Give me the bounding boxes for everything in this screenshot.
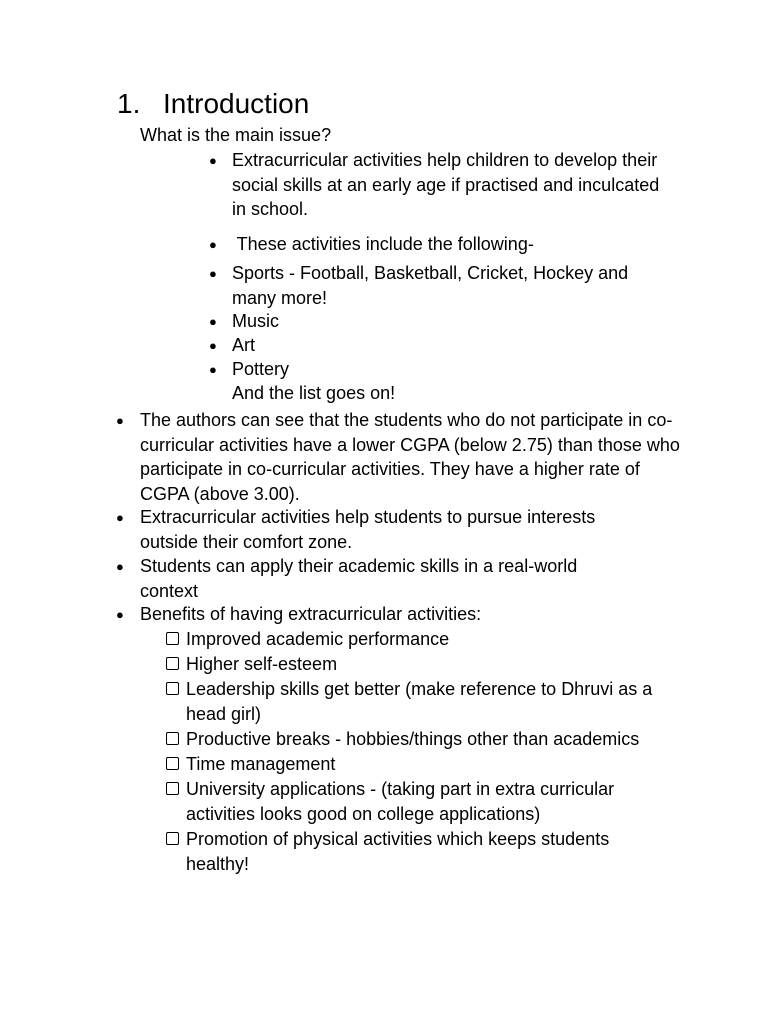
checklist-item: Improved academic performance [186, 629, 450, 649]
bullet-icon: ● [116, 510, 124, 525]
main-bullet: Students can apply their academic skills in a real-world context [140, 556, 578, 601]
bullet-icon: ● [209, 237, 217, 252]
sub-bullet: Pottery [232, 359, 290, 379]
checkbox[interactable] [166, 782, 179, 795]
bullet-icon: ● [209, 153, 217, 168]
sub-bullet: These activities include the following- [232, 234, 534, 254]
checkbox[interactable] [166, 632, 179, 645]
checklist-item: Higher self-esteem [186, 654, 338, 674]
checklist-item: Productive breaks - hobbies/things other than academics [186, 729, 640, 749]
main-bullet: The authors can see that the students who do not participate in co-curricular activities have a lower CGPA (below 2.75) than those who participate in co-curricular activities. They have a higher rate of CGPA (above 3.00). [140, 410, 680, 504]
bullet-icon: ● [209, 266, 217, 281]
bullet-icon: ● [116, 559, 124, 574]
checklist-item: Time management [186, 754, 336, 774]
main-bullet: Extracurricular activities help students to pursue interests outside their comfort zone. [140, 507, 596, 552]
main-question: What is the main issue? [140, 125, 332, 145]
checklist-item: University applications - (taking part in extra curricular activities looks good on college applications) [186, 779, 615, 824]
section-heading [117, 86, 309, 122]
main-bullet: Benefits of having extracurricular activities: [140, 604, 482, 624]
bullet-icon: ● [209, 314, 217, 329]
checkbox[interactable] [166, 832, 179, 845]
checkbox[interactable] [166, 757, 179, 770]
bullet-icon: ● [209, 338, 217, 353]
checklist-item: Leadership skills get better (make reference to Dhruvi as a head girl) [186, 679, 653, 724]
section-title: Introduction [163, 88, 310, 119]
checklist-item: Promotion of physical activities which keeps students healthy! [186, 829, 610, 874]
sub-bullet: Art [232, 335, 256, 355]
sub-bullet: Music [232, 311, 280, 331]
checkbox[interactable] [166, 657, 179, 670]
bullet-icon: ● [116, 607, 124, 622]
bullet-icon: ● [116, 413, 124, 428]
bullet-icon: ● [209, 362, 217, 377]
checkbox[interactable] [166, 732, 179, 745]
list-continuation: And the list goes on! [232, 383, 396, 403]
sub-bullet: Extracurricular activities help children to develop their social skills at an early age if practised and inculcated in school. [232, 150, 660, 219]
sub-bullet: Sports - Football, Basketball, Cricket, Hockey and many more! [232, 263, 629, 308]
section-number: 1. [117, 88, 141, 119]
checkbox[interactable] [166, 682, 179, 695]
